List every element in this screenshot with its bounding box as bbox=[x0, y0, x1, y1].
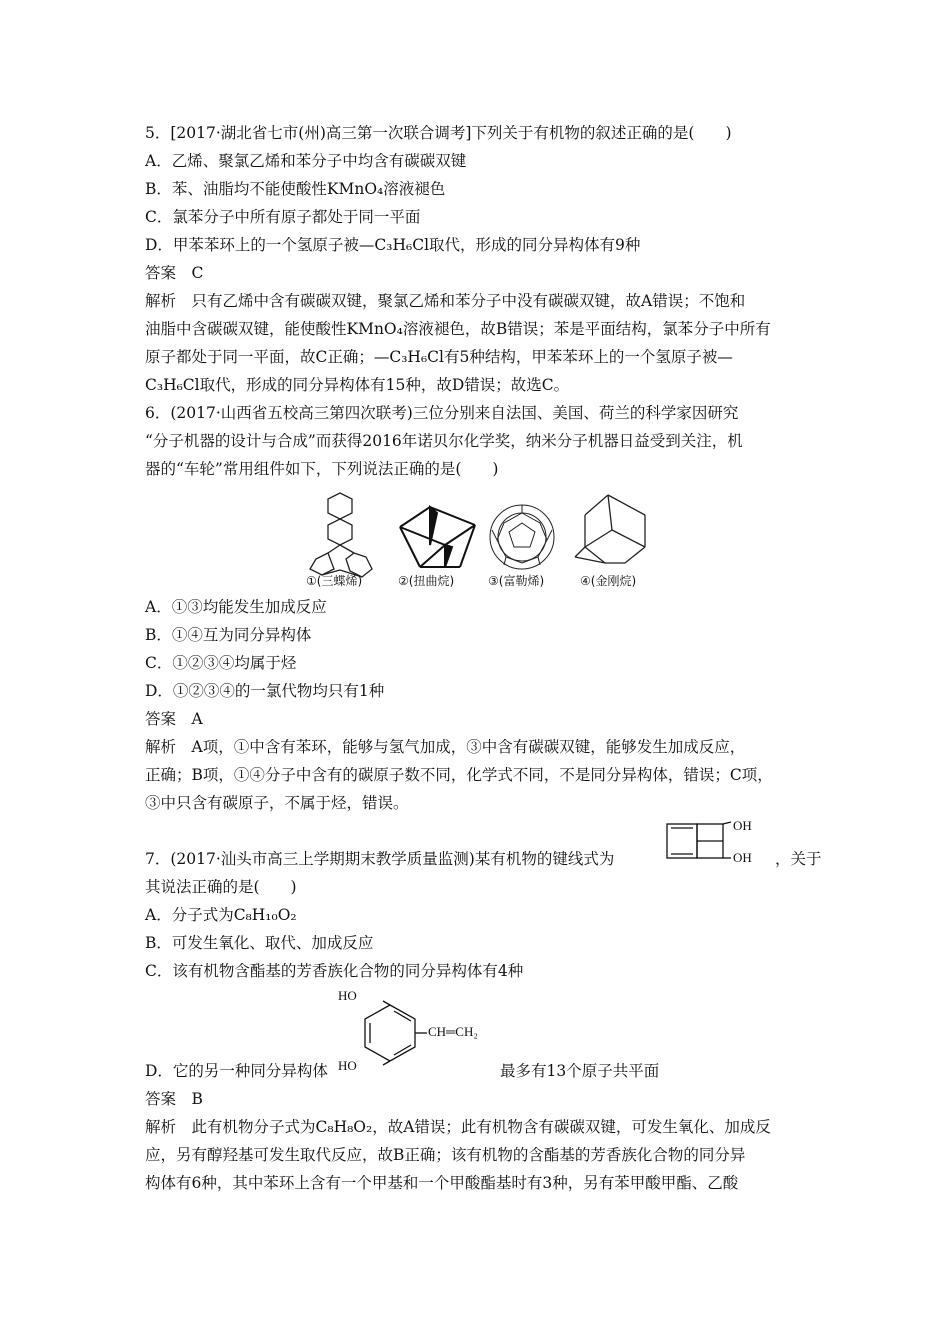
q7-option-a: A．分子式为C₈H₁₀O₂ bbox=[145, 906, 297, 924]
q6-analysis-line: 解析 A项，①中含有苯环，能够与氢气加成，③中含有碳碳双键，能够发生加成反应， bbox=[145, 738, 746, 756]
caption-twistane: ②(扭曲烷) bbox=[398, 574, 455, 588]
q7-stem-line: 其说法正确的是( ) bbox=[145, 878, 297, 896]
q6-analysis-line: 正确；B项，①④分子中含有的碳原子数不同，化学式不同，不是同分异构体，错误；C项， bbox=[145, 766, 773, 784]
q6-stem-line: “分子机器的设计与合成”而获得2016年诺贝尔化学奖，纳米分子机器日益受到关注，机 bbox=[145, 432, 743, 450]
q7-option-d-left: D．它的另一种同分异构体 bbox=[145, 1062, 328, 1080]
q5-stem: 5．[2017·湖北省七市(州)高三第一次联合调考]下列关于有机物的叙述正确的是( ) bbox=[145, 124, 732, 142]
twistane-structure bbox=[400, 507, 475, 567]
q6-option-d: D．①②③④的一氯代物均只有1种 bbox=[145, 682, 385, 700]
triptycene-structure bbox=[310, 493, 372, 577]
q5-option-d: D．甲苯苯环上的一个氢原子被—C₃H₆Cl取代，形成的同分异构体有9种 bbox=[145, 236, 641, 254]
q7-analysis-line: 构体有6种，其中苯环上含有一个甲基和一个甲酸酯基时有3种，另有苯甲酸甲酯、乙酸 bbox=[145, 1174, 739, 1192]
q7-option-b: B．可发生氧化、取代、加成反应 bbox=[145, 934, 374, 952]
q5-analysis-line: C₃H₆Cl取代，形成的同分异构体有15种，故D错误；故选C。 bbox=[145, 376, 570, 394]
q5-answer: 答案 C bbox=[145, 264, 204, 282]
oh-label-top: OH bbox=[733, 818, 752, 833]
q7-stem-tail: ，关于 bbox=[775, 850, 822, 868]
caption-adamantane: ④(金刚烷) bbox=[580, 574, 637, 588]
q7-analysis-line: 应，另有醇羟基可发生取代反应，故B正确；该有机物的含酯基的芳香族化合物的同分异 bbox=[145, 1146, 746, 1164]
q6-stem-line: 器的“车轮”常用组件如下，下列说法正确的是( ) bbox=[145, 460, 499, 478]
q5-option-a: A．乙烯、聚氯乙烯和苯分子中均含有碳碳双键 bbox=[145, 152, 467, 170]
q6-stem-line: 6．(2017·山西省五校高三第四次联考)三位分别来自法国、美国、荷兰的科学家因研究 bbox=[145, 404, 739, 422]
q7-answer: 答案 B bbox=[145, 1090, 203, 1108]
q6-option-c: C．①②③④均属于烃 bbox=[145, 654, 297, 672]
q6-analysis-line: ③中只含有碳原子，不属于烃，错误。 bbox=[145, 794, 409, 812]
adamantane-structure bbox=[575, 495, 645, 563]
q6-answer: 答案 A bbox=[145, 710, 203, 728]
oh-label-bottom: OH bbox=[733, 850, 752, 865]
q5-analysis-line: 原子都处于同一平面，故C正确；—C₃H₆Cl有5种结构，甲苯苯环上的一个氢原子被— bbox=[145, 348, 733, 366]
q5-analysis-line: 油脂中含碳碳双键，能使酸性KMnO₄溶液褪色，故B错误；苯是平面结构，氯苯分子中所有 bbox=[145, 320, 771, 338]
caption-fullerene: ③(富勒烯) bbox=[488, 574, 545, 588]
q5-option-b: B．苯、油脂均不能使酸性KMnO₄溶液褪色 bbox=[145, 180, 446, 198]
q6-option-a: A．①③均能发生加成反应 bbox=[145, 598, 327, 616]
q7-analysis-line: 解析 此有机物分子式为C₈H₈O₂，故A错误；此有机物含有碳碳双键，可发生氧化、加成反 bbox=[145, 1118, 771, 1136]
ho-label-bottom: HO bbox=[338, 1058, 357, 1073]
q6-option-b: B．①④互为同分异构体 bbox=[145, 626, 312, 644]
q7-stem-line: 7．(2017·汕头市高三上学期期末教学质量监测)某有机物的键线式为 bbox=[145, 850, 615, 868]
q7-option-d-right: 最多有13个原子共平面 bbox=[500, 1062, 660, 1080]
q7-bond-line-structure bbox=[665, 818, 735, 866]
ho-label-top: HO bbox=[338, 988, 357, 1003]
q7-option-c: C．该有机物含酯基的芳香族化合物的同分异构体有4种 bbox=[145, 962, 524, 980]
caption-triptycene: ①(三蝶烯) bbox=[306, 574, 363, 588]
resorcinol-vinyl-structure bbox=[355, 995, 435, 1070]
vinyl-label: CH═CH₂ bbox=[428, 1024, 478, 1039]
fullerene-structure bbox=[490, 505, 554, 569]
q5-option-c: C．氯苯分子中所有原子都处于同一平面 bbox=[145, 208, 421, 226]
q5-analysis-line: 解析 只有乙烯中含有碳碳双键，聚氯乙烯和苯分子中没有碳碳双键，故A错误；不饱和 bbox=[145, 292, 746, 310]
